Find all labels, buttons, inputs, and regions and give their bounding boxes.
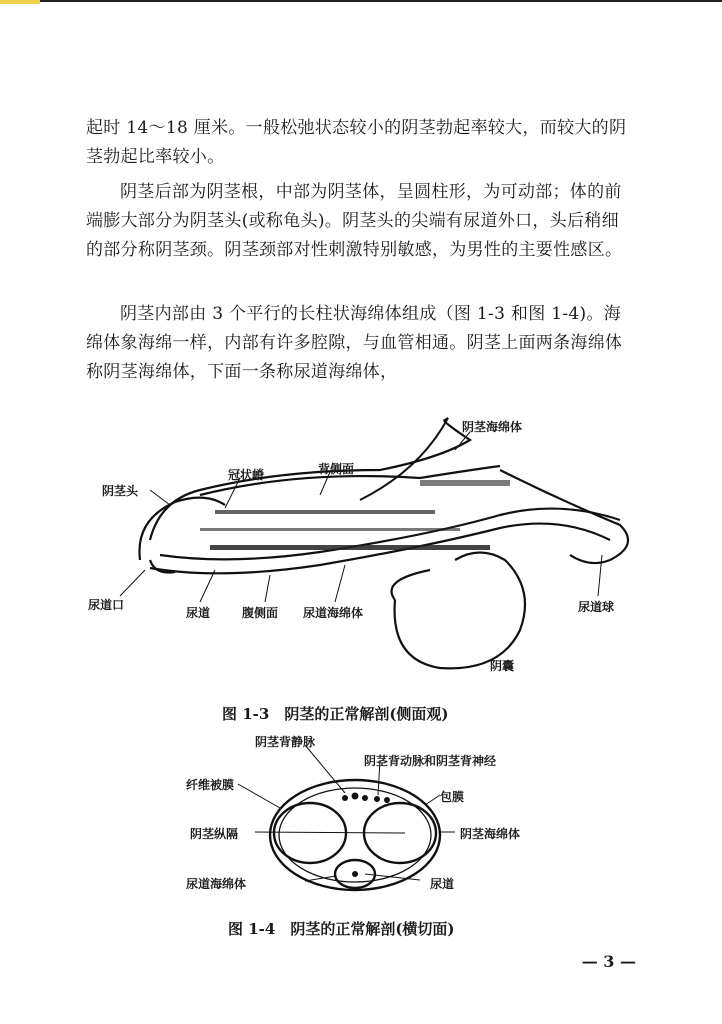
label-artery-nerve: 阴茎背动脉和阴茎背神经 — [364, 754, 497, 768]
figure-1-3-caption: 图 1-3 阴茎的正常解剖(侧面观) — [222, 705, 449, 723]
dorsal-vessels — [342, 793, 390, 804]
label-septum: 阴茎纵隔 — [190, 827, 239, 841]
label-bulb: 尿道球 — [578, 600, 615, 614]
label-fibrous: 纤维被膜 — [186, 778, 235, 792]
label-spongiosum-2: 尿道海绵体 — [186, 877, 247, 891]
figure-1-4-caption: 图 1-4 阴茎的正常解剖(横切面) — [228, 920, 455, 938]
label-corona: 冠状嵴 — [228, 468, 265, 482]
label-cavernosum: 阴茎海绵体 — [460, 827, 521, 841]
label-spongiosum: 尿道海绵体 — [303, 606, 364, 620]
paragraph-2: 阴茎后部为阴茎根，中部为阴茎体，呈圆柱形，为可动部；体的前端膨大部分为阴茎头(或称龟头)。阴茎头的尖端有尿道外口，头后稍细的部分称阴茎颈。阴茎颈部对性刺激特别敏感，为男性的主要性感区。 — [86, 182, 623, 260]
label-envelope: 包膜 — [440, 790, 465, 804]
paragraph-3: 阴茎内部由 3 个平行的长柱状海绵体组成（图 1-3 和图 1-4)。海绵体象海绵一样，内部有许多腔隙，与血管相通。阴茎上面两条海绵体称阴茎海绵体，下面一条称尿道海绵体， — [86, 304, 623, 382]
label-dorsal-vein: 阴茎背静脉 — [255, 735, 316, 749]
label-meatus: 尿道口 — [88, 598, 125, 612]
paragraph-1: 起时 14～18 厘米。一般松弛状态较小的阴茎勃起率较大，而较大的阴茎勃起比率较小。 — [86, 118, 627, 167]
label-corpus-cavernosum: 阴茎海绵体 — [462, 420, 523, 434]
label-urethra-2: 尿道 — [430, 877, 455, 891]
page-number: — 3 — — [581, 952, 636, 971]
label-ventral: 腹侧面 — [242, 606, 279, 620]
label-glans: 阴茎头 — [102, 484, 139, 498]
label-urethra: 尿道 — [186, 606, 211, 620]
urethra-dot — [352, 871, 358, 877]
label-dorsal: 背侧面 — [318, 462, 355, 476]
label-scrotum: 阴囊 — [490, 659, 515, 673]
